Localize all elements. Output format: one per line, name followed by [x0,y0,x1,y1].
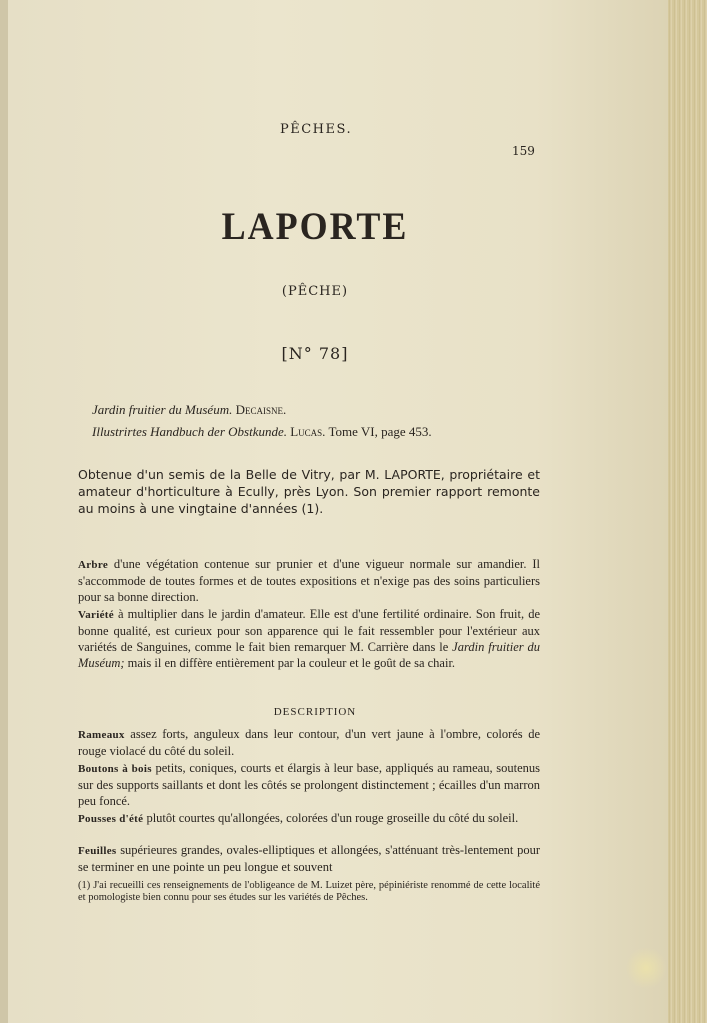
page-subtitle: (PÊCHE) [281,284,349,299]
rameaux-text: assez forts, anguleux dans leur contour, d'un vert jaune à l'ombre, colorés de rouge violacé du côté du soleil. [78,727,541,758]
feuilles-label: Feuilles [78,845,117,857]
running-header: PÊCHES. [280,122,353,137]
reference-line [92,402,286,418]
arbre-text: d'une végétation contenue sur prunier et d'une vigueur normale sur amandier. Il s'accommode de toutes formes et de toutes expositions et n'exige pas des soins particuliers pour sa bonne direction. [78,557,540,604]
variete-text2: mais il en diffère entièrement par la couleur et le goût de sa chair. [127,656,456,670]
page-edges [668,0,707,1023]
footnote: (1) J'ai recueilli ces renseignements de l'obligeance de M. Luizet père, pépiniériste renommé de cette localité et pomologiste bien connu pour ses études sur les variétés de Pêches. [78,880,540,903]
feuilles-text: supérieures grandes, ovales-elliptiques et allongées, s'atténuant très-lentement pour se terminer en une pointe un peu longue et souvent [78,843,541,874]
variete-label: Variété [78,609,114,621]
pousses-label: Pousses d'été [78,813,144,825]
boutons-paragraph [78,760,540,809]
boutons-text: petits, coniques, courts et élargis à leur base, appliqués au rameau, soutenus sur des supports saillants et dont les côtés se prolongent distinctement ; écailles d'un marron peu foncé. [78,761,541,808]
feuilles-paragraph [78,842,540,875]
left-margin-shadow [0,0,8,1023]
rameaux-label: Rameaux [78,729,125,741]
reference-work: Illustrirtes Handbuch der Obstkunde. [92,424,287,439]
variete-paragraph [78,606,540,671]
reference-detail: Tome VI, page 453. [328,424,432,439]
description-heading: DESCRIPTION [273,706,357,718]
entry-number: [N° 78] [281,344,349,363]
variete-italic: Jardin fruitier du Muséum; [78,640,541,670]
reference-author: Lucas. [290,424,326,439]
book-page [8,0,668,1023]
variete-text: à multiplier dans le jardin d'amateur. Elle est d'une fertilité ordinaire. Son fruit, de bonne qualité, est curieux pour son apparence qui le fait ressembler pour l'extérieur aux variétés de Sanguines, comme le fait bien remarquer M. Carrière dans le [78,607,540,654]
pousses-text: plutôt courtes qu'allongées, colorées d'un rouge groseille du côté du soleil. [146,811,519,825]
reference-work: Jardin fruitier du Muséum. [92,402,233,417]
arbre-paragraph [78,556,540,605]
pousses-paragraph [78,810,540,827]
boutons-label: Boutons à bois [78,763,152,775]
reference-author: Decaisne. [235,402,287,417]
rameaux-paragraph [78,726,540,759]
arbre-label: Arbre [78,559,109,571]
page-number: 159 [512,144,535,158]
intro-paragraph: Obtenue d'un semis de la Belle de Vitry, par M. LAPORTE, propriétaire et amateur d'horticulture à Ecully, près Lyon. Son premier rapport remonte au moins à une vingtaine d'années (1). [78,467,540,516]
page-title: LAPORTE [221,204,409,248]
paper-stain [626,946,666,990]
reference-line [92,424,432,440]
